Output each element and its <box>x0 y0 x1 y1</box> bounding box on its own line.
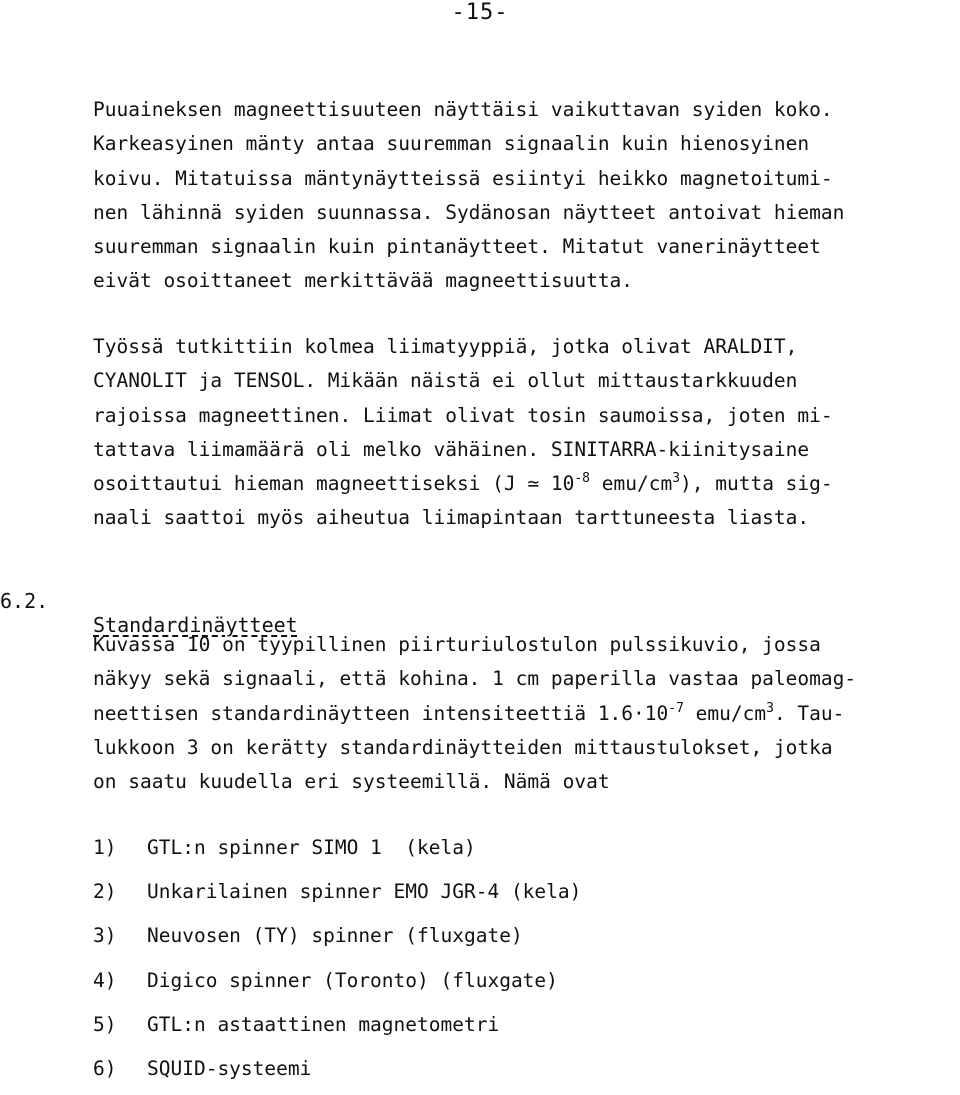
list-item-text: Digico spinner (Toronto) (fluxgate) <box>147 968 558 992</box>
text-line-with-formula <box>93 697 933 731</box>
text-line: naali saattoi myös aiheutua liimapintaan tarttuneesta liasta. <box>93 506 810 530</box>
paragraph-wood-magnetism <box>93 93 933 299</box>
text-line: Työssä tutkittiin kolmea liimatyyppiä, jotka olivat ARALDIT, <box>93 335 798 358</box>
list-marker: 6) <box>93 1056 117 1080</box>
text-line-with-formula <box>93 467 933 501</box>
text-line: suuremman signaalin kuin pintanäytteet. Mitatut vanerinäytteet <box>93 235 821 259</box>
text-segment: . Tau- <box>773 701 845 725</box>
exponent: -8 <box>574 471 590 487</box>
list-item-text: Neuvosen (TY) spinner (fluxgate) <box>147 924 523 948</box>
list-item <box>93 963 581 1007</box>
text-line: koivu. Mitatuissa mäntynäytteissä esiintyi heikko magnetoitumi- <box>93 166 833 190</box>
section-heading <box>0 565 298 637</box>
text-line: Karkeasyinen mänty antaa suuremman signaalin kuin hienosyinen <box>93 132 810 156</box>
list-marker: 1) <box>93 836 117 859</box>
text-line: lukkoon 3 on kerätty standardinäytteiden mittaustulokset, jotka <box>93 735 833 759</box>
list-item-text: SQUID-systeemi <box>147 1056 312 1080</box>
text-line: eivät osoittaneet merkittävää magneettisuutta. <box>93 269 634 293</box>
text-segment: emu/cm <box>683 701 767 725</box>
list-item <box>93 874 581 918</box>
text-line: on saatu kuudella eri systeemillä. Nämä ovat <box>93 770 610 794</box>
text-line: Kuvassa 10 on tyypillinen piirturiulostulon pulssikuvio, jossa <box>93 633 821 656</box>
section-title: Standardinäytteet <box>93 613 298 637</box>
list-item-text: GTL:n astaattinen magnetometri <box>147 1012 500 1036</box>
text-line: näkyy sekä signaali, että kohina. 1 cm paperilla vastaa paleomag- <box>93 667 857 691</box>
list-item <box>93 1007 581 1051</box>
paragraph-glue-types <box>93 330 933 536</box>
exponent: -7 <box>668 700 684 716</box>
text-line: Puuaineksen magneettisuuteen näyttäisi vaikuttavan syiden koko. <box>93 98 833 121</box>
text-line: tattava liimamäärä oli melko vähäinen. SINITARRA-kiinitysaine <box>93 437 810 461</box>
text-segment: emu/cm <box>590 472 673 496</box>
page-number: -15- <box>451 0 509 25</box>
list-item-text: Unkarilainen spinner EMO JGR-4 (kela) <box>147 880 582 904</box>
list-marker: 4) <box>93 968 117 992</box>
text-segment: ), mutta sig- <box>680 472 833 496</box>
exponent: 3 <box>672 471 681 487</box>
text-line: rajoissa magneettinen. Liimat olivat tosin saumoissa, joten mi- <box>93 403 833 427</box>
list-item <box>93 830 581 874</box>
list-item <box>93 1051 581 1095</box>
list-marker: 3) <box>93 924 117 948</box>
list-item <box>93 918 581 962</box>
section-number: 6.2. <box>0 589 49 613</box>
list-marker: 5) <box>93 1012 117 1036</box>
exponent: 3 <box>766 700 774 716</box>
text-line: nen lähinnä syiden suunnassa. Sydänosan näytteet antoivat hieman <box>93 200 845 224</box>
list-marker: 2) <box>93 880 117 904</box>
text-segment: osoittautui hieman magneettiseksi (J ≃ 10 <box>93 472 575 496</box>
list-item-text: GTL:n spinner SIMO 1 (kela) <box>147 836 476 859</box>
systems-list <box>93 830 581 1095</box>
text-segment: neettisen standardinäytteen intensiteettiä 1.6·10 <box>93 701 669 725</box>
text-line: CYANOLIT ja TENSOL. Mikään näistä ei ollut mittaustarkkuuden <box>93 369 798 393</box>
paragraph-standard-samples <box>93 628 933 799</box>
